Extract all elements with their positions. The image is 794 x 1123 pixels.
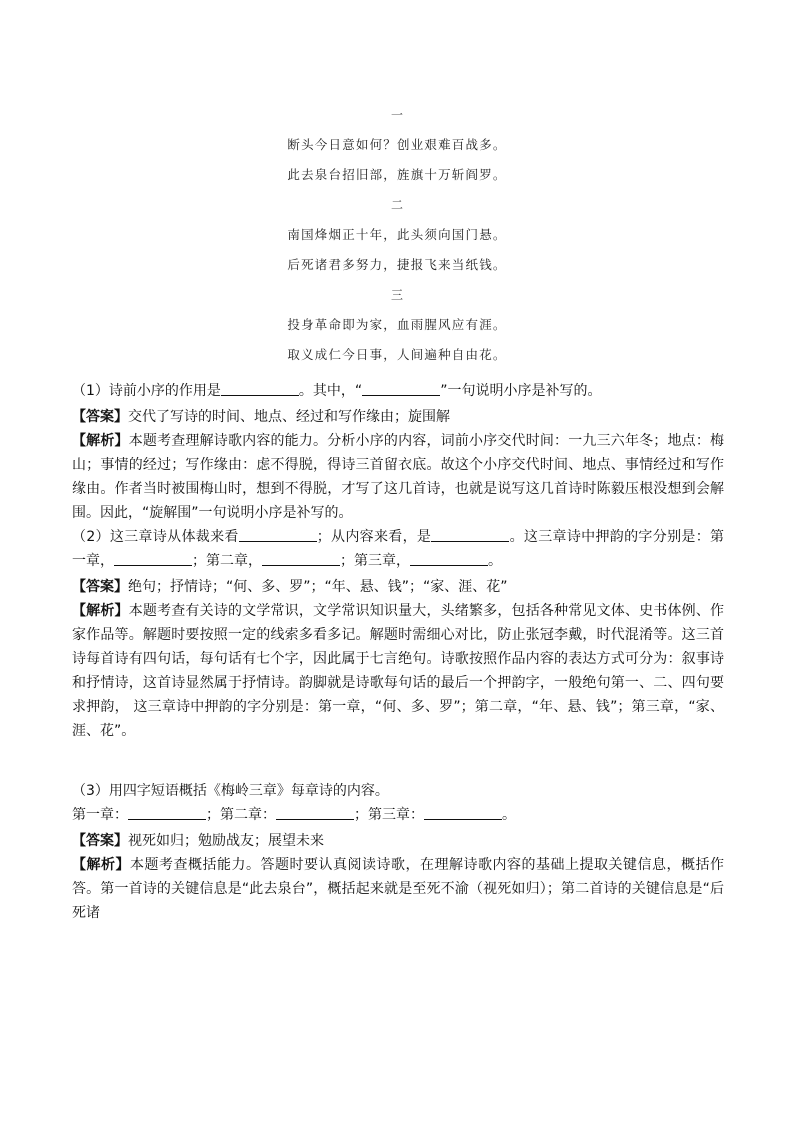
- question-1: （1）诗前小序的作用是 。其中，“ ”一句说明小序是补写的。: [72, 379, 724, 403]
- answer-blank: [362, 379, 440, 396]
- answer-blank: [424, 803, 502, 820]
- spacer: [72, 743, 724, 779]
- analysis-label: 【解析】: [72, 433, 129, 449]
- answer-label: 【答案】: [72, 579, 128, 595]
- answer-label: 【答案】: [72, 833, 128, 849]
- answer-blank: [221, 379, 299, 396]
- answer-label: 【答案】: [72, 409, 128, 425]
- answer-blank: [239, 525, 317, 542]
- stanza-heading-1: 一: [390, 108, 403, 122]
- poem-line: 断头今日意如何？创业艰难百战多。: [287, 137, 507, 152]
- answer-blank: [410, 549, 488, 566]
- poem-line: 此去泉台招旧部，旌旗十万斩阎罗。: [287, 167, 507, 182]
- poem-line: 后死诸君多努力，捷报飞来当纸钱。: [287, 257, 507, 272]
- analysis-label: 【解析】: [72, 603, 129, 619]
- question-content: [72, 379, 724, 925]
- answer-blank: [431, 525, 509, 542]
- stanza-heading-3: 三: [390, 288, 403, 302]
- answer-3: 【答案】视死如归；勉励战友；展望未来: [72, 833, 324, 849]
- answer-1: 【答案】交代了写诗的时间、地点、经过和写作缘由；旋围解: [72, 409, 450, 425]
- question-3: （3）用四字短语概括《梅岭三章》每章诗的内容。: [72, 783, 389, 799]
- poem-line: 南国烽烟正十年，此头须向国门悬。: [287, 227, 507, 242]
- answer-blank: [114, 549, 192, 566]
- analysis-label: 【解析】: [72, 857, 130, 873]
- stanza-heading-2: 二: [390, 198, 403, 212]
- answer-2: 【答案】绝句；抒情诗；“何、多、罗”；“年、悬、钱”；“家、涯、花”: [72, 579, 508, 595]
- analysis-1: 【解析】本题考查理解诗歌内容的能力。分析小序的内容，词前小序交代时间：一九三六年冬；地点：梅山；事情的经过；写作缘由：虑不得脱，得诗三首留衣底。故这个小序交代时间、地点、事情经过和写作缘由。作者当时被围梅山时，想到不得脱，才写了这几首诗，也就是说写这几首诗时陈毅压根没想到会解围。因此，“旋解围”一句说明小序是补写的。: [72, 433, 725, 521]
- answer-blank: [262, 549, 340, 566]
- poem-line: 投身革命即为家，血雨腥风应有涯。: [287, 317, 507, 332]
- question-3-blanks: 第一章： ；第二章： ；第三章： 。: [72, 803, 724, 827]
- poem-line: 取义成仁今日事，人间遍种自由花。: [287, 347, 507, 362]
- analysis-3: 【解析】本题考查概括能力。答题时要认真阅读诗歌，在理解诗歌内容的基础上提取关键信息，概括作答。第一首诗的关键信息是“此去泉台”，概括起来就是至死不渝（视死如归）；第二首诗的关键信息是“后死诸: [72, 857, 724, 921]
- answer-blank: [128, 803, 206, 820]
- poem: [0, 100, 794, 370]
- analysis-2: 【解析】本题考查有关诗的文学常识，文学常识知识量大，头绪繁多，包括各种常见文体、史书体例、作家作品等。解题时要按照一定的线索多看多记。解题时需细心对比，防止张冠李戴，时代混淆等。这三首诗每首诗有四句话，每句话有七个字，因此属于七言绝句。诗歌按照作品内容的表达方式可分为：叙事诗和抒情诗，这首诗显然属于抒情诗。韵脚就是诗歌每句话的最后一个押韵字，一般绝句第一、二、四句要求押韵， 这三章诗中押韵的字分别是：第一章，“何、多、罗”；第二章，“年、悬、钱”；第三章，“家、涯、花”。: [72, 603, 725, 739]
- answer-blank: [276, 803, 354, 820]
- question-2: （2）这三章诗从体裁来看 ；从内容来看，是 。这三章诗中押韵的字分别是：第一章， ；第二章， ；第三章， 。: [72, 525, 724, 573]
